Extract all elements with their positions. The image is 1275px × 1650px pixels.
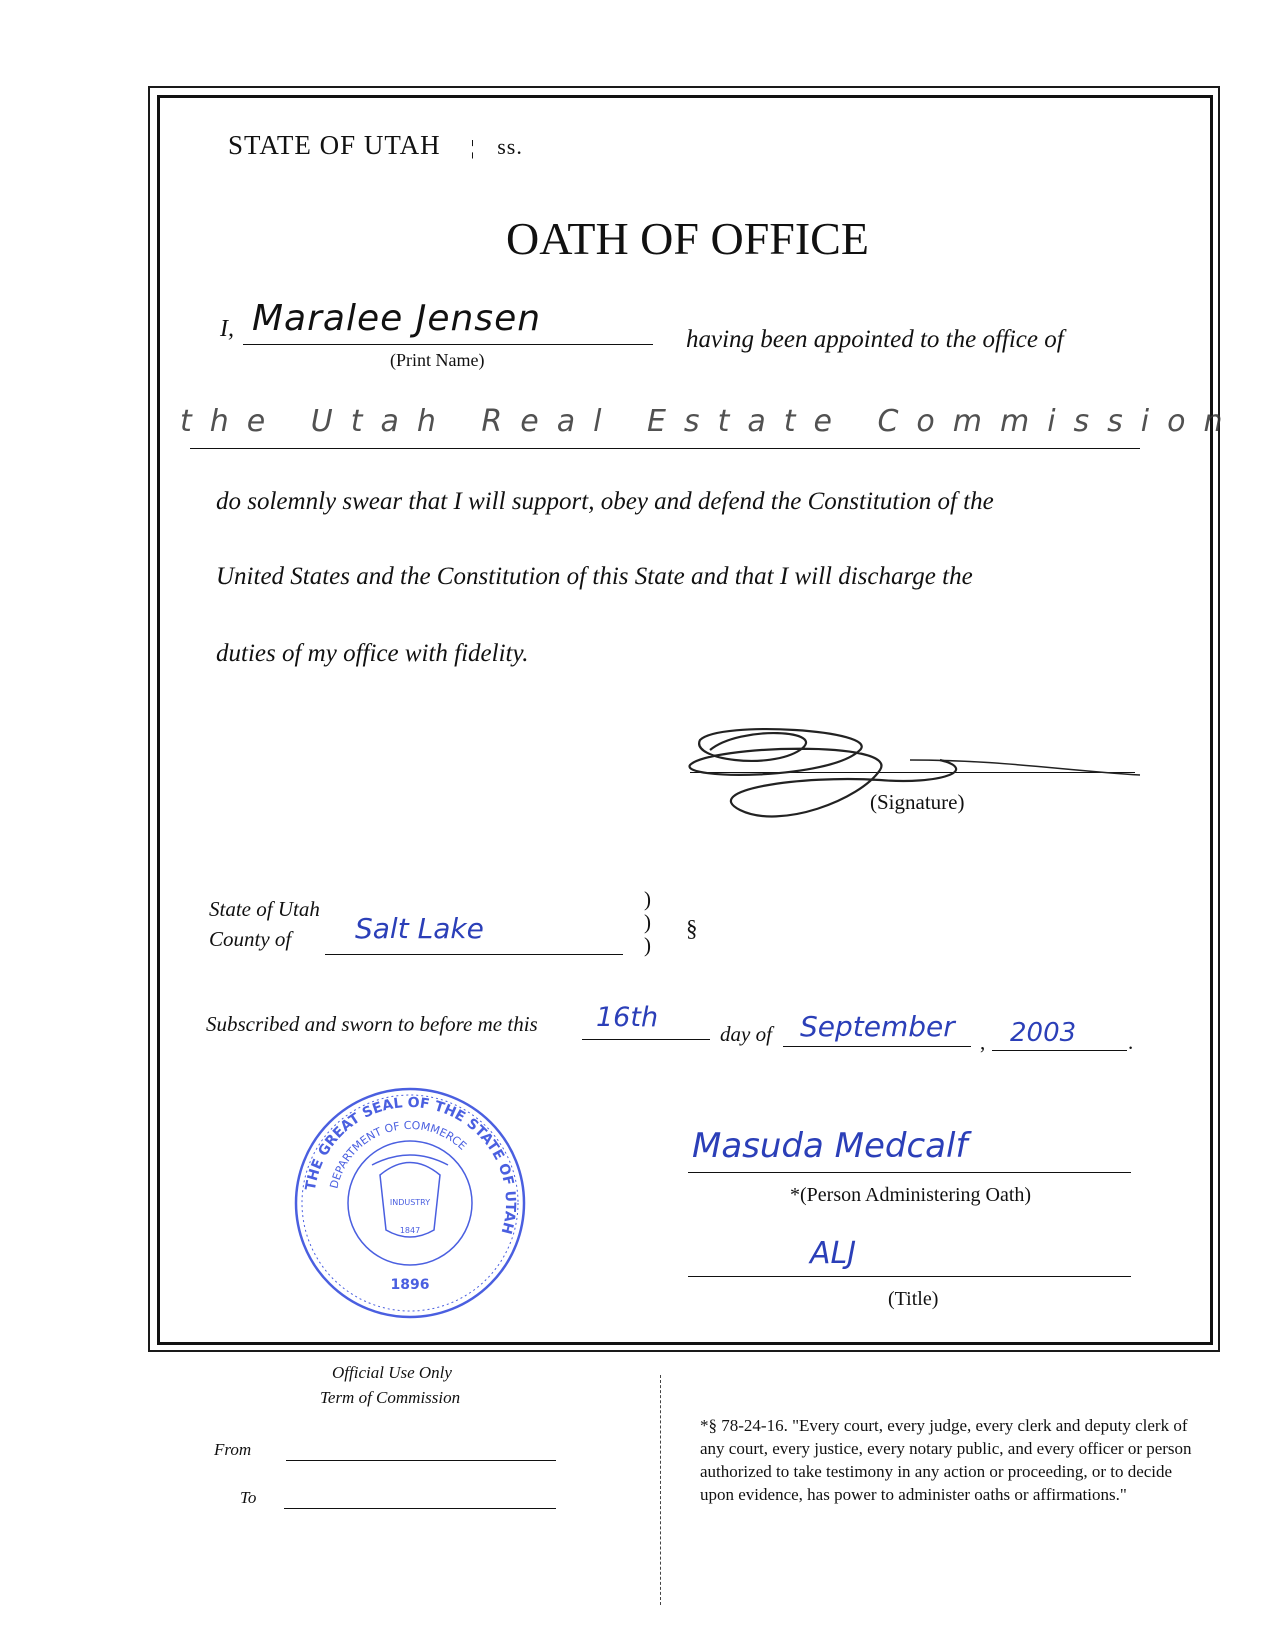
seal-dept-text: DEPARTMENT OF COMMERCE [327, 1118, 469, 1190]
name-value: Maralee Jensen [252, 298, 542, 339]
venue-brackets: ) ) ) [644, 887, 651, 957]
to-line [284, 1508, 556, 1509]
title-value: ALJ [810, 1236, 857, 1271]
title-label: (Title) [888, 1288, 939, 1310]
venue-state: State of Utah [209, 897, 320, 921]
venue-county-label: County of [209, 927, 292, 951]
administrator-label: *(Person Administering Oath) [790, 1184, 1032, 1206]
year-value: 2003 [1010, 1018, 1077, 1048]
month-value: September [800, 1010, 955, 1043]
seal-outer-text: THE GREAT SEAL OF THE STATE OF UTAH [302, 1094, 519, 1236]
oath-body-line2: United States and the Constitution of this State and that I will discharge the [216, 563, 973, 590]
footnote: *§ 78-24-16. "Every court, every judge, every clerk and deputy clerk of any court, every justice, every notary public, and every officer or person authorized to take testimony in any action or proceeding, or to decide upon evidence, has power to administer oaths or affirmations." [700, 1416, 1192, 1504]
day-of-label: day of [720, 1022, 772, 1046]
to-label: To [240, 1488, 257, 1507]
i-label: I, [220, 316, 234, 342]
administrator-signature: Masuda Medcalf [692, 1126, 968, 1166]
sworn-prefix: Subscribed and sworn to before me this [206, 1012, 538, 1036]
administrator-line [688, 1172, 1131, 1173]
day-line [582, 1039, 710, 1040]
from-line [286, 1460, 556, 1461]
from-label: From [214, 1440, 252, 1459]
office-value: the Utah Real Estate Commission [180, 404, 1241, 439]
ss-label: ss. [497, 134, 523, 159]
sworn-end: . [1128, 1030, 1134, 1054]
county-value: Salt Lake [355, 912, 484, 945]
year-line [992, 1050, 1127, 1051]
oath-body-line1: do solemnly swear that I will support, obey and defend the Constitution of the [216, 488, 994, 515]
signature-scribble [680, 720, 1140, 850]
state-header: STATE OF UTAH ¦ ss. [228, 130, 523, 160]
name-line [243, 344, 653, 345]
day-value: 16th [596, 1002, 659, 1033]
seal-year: 1896 [390, 1277, 430, 1293]
section-mark: § [686, 916, 698, 941]
page-title: OATH OF OFFICE [506, 213, 869, 264]
seal-inner-year: 1847 [399, 1226, 421, 1235]
oath-body-line3: duties of my office with fidelity. [216, 640, 529, 667]
divider [660, 1375, 661, 1605]
state-label: STATE OF UTAH [228, 130, 441, 160]
state-seal [292, 1085, 528, 1321]
print-name-label: (Print Name) [390, 350, 485, 370]
seal-motto: INDUSTRY [389, 1198, 431, 1207]
office-line [190, 448, 1140, 449]
appointed-text: having been appointed to the office of [686, 326, 1064, 353]
signature-label: (Signature) [870, 790, 965, 814]
county-line [325, 954, 623, 955]
term-heading: Term of Commission [320, 1388, 461, 1407]
month-line [783, 1046, 971, 1047]
official-use-heading: Official Use Only [332, 1363, 452, 1382]
title-line [688, 1276, 1131, 1277]
